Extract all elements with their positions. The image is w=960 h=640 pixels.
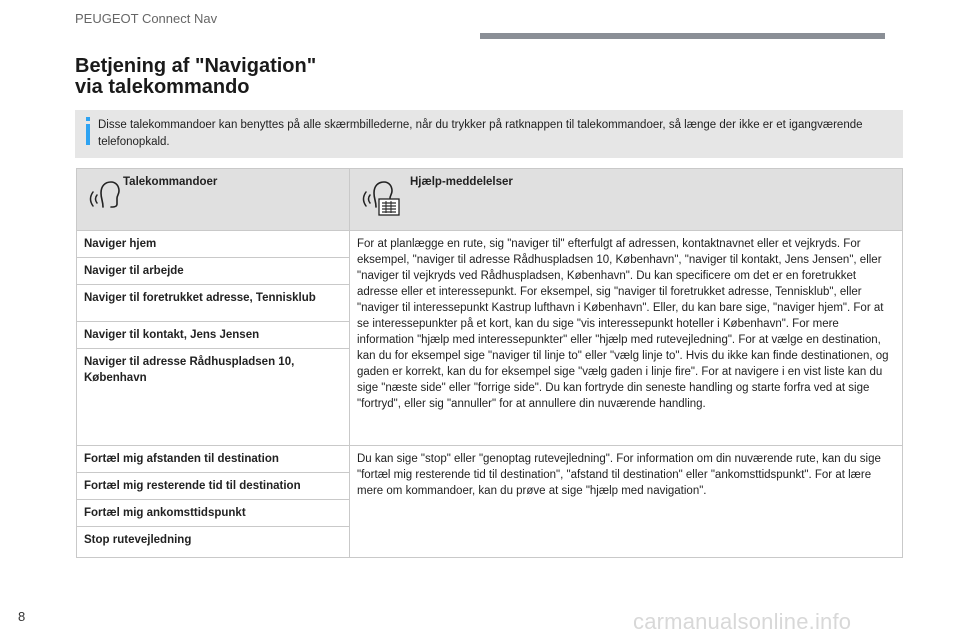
info-note xyxy=(75,110,903,158)
info-icon xyxy=(86,117,90,145)
document-section-label: PEUGEOT Connect Nav xyxy=(75,11,218,26)
command-cell: Naviger hjem xyxy=(77,231,350,258)
header-commands-cell xyxy=(77,169,350,231)
help-message-cell: Du kan sige "stop" eller "genoptag rutevejledning". For information om din nuværende rute, kan du sige "fortæl mig resterende tid til destination", "afstand til destination" eller "ankomsttidspunkt". For at lære mere om kommandoer, kan du prøve at sige "hjælp med navigation". xyxy=(350,446,903,558)
header-divider-bar xyxy=(480,33,885,39)
voice-commands-table xyxy=(76,168,903,558)
header-help-label: Hjælp-meddelelser xyxy=(410,176,513,188)
command-cell: Naviger til arbejde xyxy=(77,258,350,285)
page-title xyxy=(75,56,316,98)
command-cell: Fortæl mig afstanden til destination xyxy=(77,446,350,473)
page-number: 8 xyxy=(18,609,26,624)
command-cell: Fortæl mig ankomsttidspunkt xyxy=(77,500,350,527)
voice-help-keypad-icon xyxy=(362,177,402,217)
voice-speaking-head-icon xyxy=(89,177,121,211)
help-message-cell: For at planlægge en rute, sig "naviger til" efterfulgt af adressen, kontaktnavnet eller et vejkryds. For eksempel, "naviger til adresse Rådhuspladsen 10, København", "naviger til kontakt, Jens Jensen", eller "naviger til vejkryds ved Rådhuspladsen, København". Du kan specificere om det er en foretrukket adresse eller et interessepunkt. For eksempel, sig "naviger til foretrukket adresse, Tennisklub", eller "naviger til interessepunkt Kastrup lufthavn i København". Eller, du kan bare sige, "naviger hjem". For at se interessepunkter på et kort, kan du sige "vis interessepunkt hoteller i København". For mere information "hjælp med interessepunkter" eller "hjælp med rutevejledning". For at vælge en destination, kan du for eksempel sige "naviger til linje to" eller "vælg linje to". Hvis du ikke kan finde destinationen, og gaden er korrekt, kan du for eksempel sige "vælg gaden i linje fire". For at navigere i en vist liste kan du sige "næste side" eller "forrige side". Du kan fortryde din seneste handling og starte forfra ved at sige "fortryd", eller sig "annuller" for at annullere din nuværende handling. xyxy=(350,231,903,446)
table-row xyxy=(77,446,903,473)
command-cell: Fortæl mig resterende tid til destination xyxy=(77,473,350,500)
header-commands-label: Talekommandoer xyxy=(123,176,218,188)
page-title-line-1: Betjening af "Navigation" xyxy=(75,55,317,77)
command-cell: Naviger til adresse Rådhuspladsen 10, København xyxy=(77,349,350,446)
page-title-line-2: via talekommando xyxy=(75,76,250,98)
header-help-cell xyxy=(350,169,903,231)
table-row xyxy=(77,231,903,258)
watermark: carmanualsonline.info xyxy=(633,609,852,634)
command-cell: Stop rutevejledning xyxy=(77,527,350,558)
command-cell: Naviger til kontakt, Jens Jensen xyxy=(77,322,350,349)
command-cell: Naviger til foretrukket adresse, Tennisklub xyxy=(77,285,350,322)
table-header-row xyxy=(77,169,903,231)
info-note-text: Disse talekommandoer kan benyttes på alle skærmbillederne, når du trykker på ratknappen til talekommandoer, så længe der ikke er et igangværende telefonopkald. xyxy=(98,119,863,148)
